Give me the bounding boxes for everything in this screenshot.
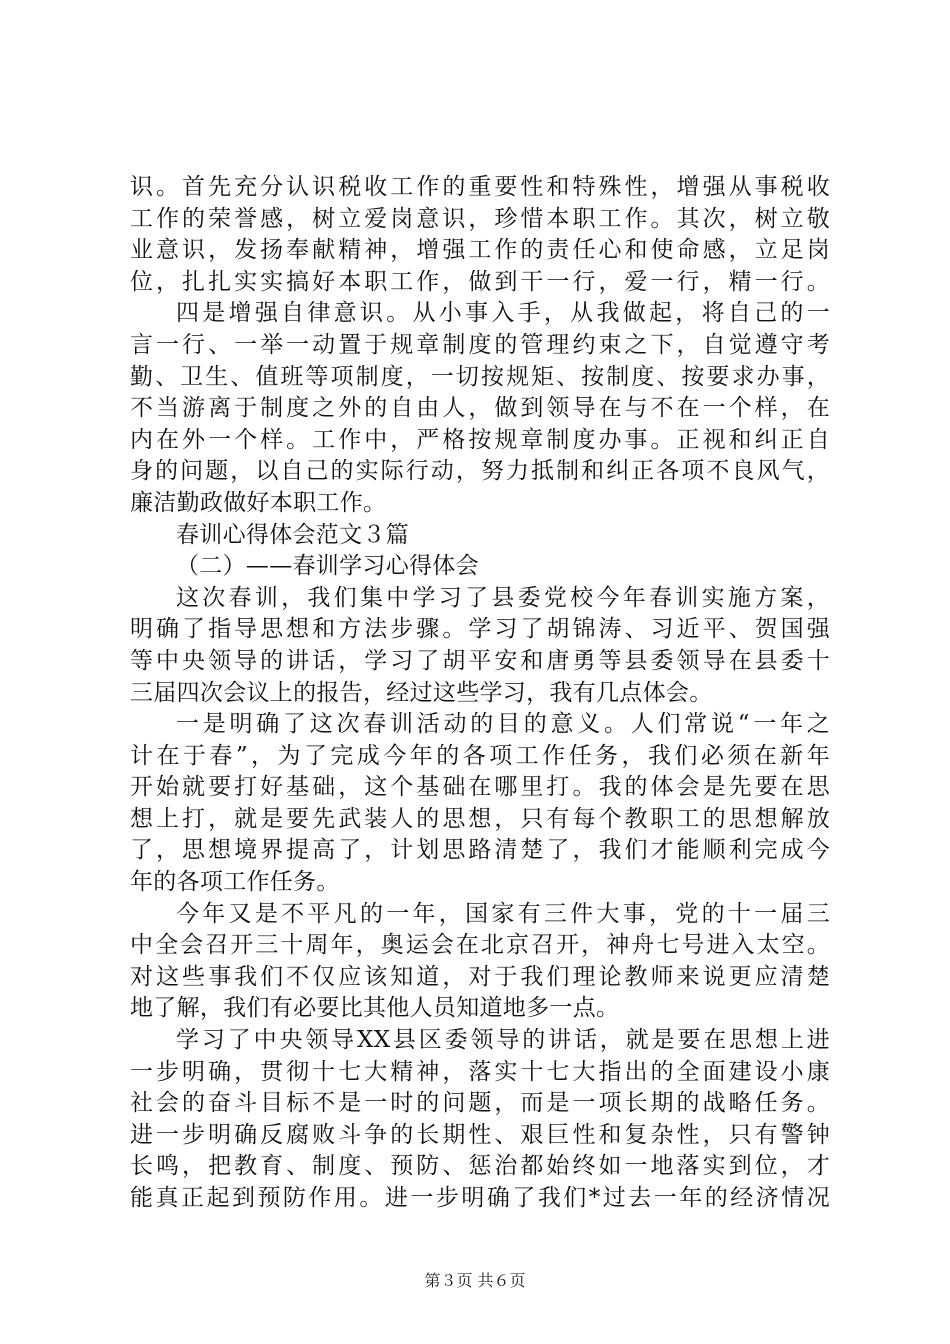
article-heading: 春训心得体会范文３篇 [176,521,409,548]
text-line: 不当游离于制度之外的自由人，做到领导在与不在一个样，在 [130,395,830,422]
text-line: 长鸣，把教育、制度、预防、惩治都始终如一地落实到位，才 [130,1153,830,1180]
text-line: 言一行、一举一动置于规章制度的管理约束之下，自觉遵守考 [130,331,830,358]
text-line: 地了解，我们有必要比其他人员知道地多一点。 [130,995,620,1022]
text-line: 位，扎扎实实搞好本职工作，做到干一行，爱一行，精一行。 [130,268,830,295]
article-subheading: （二）——春训学习心得体会 [176,553,479,580]
text-line: 三届四次会议上的报告，经过这些学习，我有几点体会。 [130,679,713,706]
text-line: 等中央领导的讲话，学习了胡平安和唐勇等县委领导在县委十 [130,647,830,674]
text-line: 工作的荣誉感，树立爱岗意识，珍惜本职工作。其次，树立敬 [130,205,830,232]
text-line: 年的各项工作任务。 [130,869,340,896]
text-line: 今年又是不平凡的一年，国家有三件大事，党的十一届三 [176,900,830,927]
text-line: 学习了中央领导XX县区委领导的讲话，就是要在思想上进 [176,1027,830,1054]
text-line: 内在外一个样。工作中，严格按规章制度办事。正视和纠正自 [130,426,830,453]
text-line: 识。首先充分认识税收工作的重要性和特殊性，增强从事税收 [130,174,830,200]
page-number-footer: 第３页 共６页 [424,1271,526,1290]
text-line: 明确了指导思想和方法步骤。学习了胡锦涛、习近平、贺国强 [130,616,830,643]
text-line: 社会的奋斗目标不是一时的问题，而是一项长期的战略任务。 [130,1090,830,1117]
text-line: 了，思想境界提高了，计划思路清楚了，我们才能顺利完成今 [130,837,830,864]
text-line: 进一步明确反腐败斗争的长期性、艰巨性和复杂性，只有警钟 [130,1121,830,1148]
text-line: 中全会召开三十周年，奥运会在北京召开，神舟七号进入太空。 [130,932,830,959]
text-line: 对这些事我们不仅应该知道，对于我们理论教师来说更应清楚 [130,963,830,990]
text-line: 勤、卫生、值班等项制度，一切按规矩、按制度、按要求办事， [130,363,830,390]
text-line: 一步明确，贯彻十七大精神，落实十七大指出的全面建设小康 [130,1058,830,1085]
text-line: 廉洁勤政做好本职工作。 [130,489,387,516]
text-line: 这次春训，我们集中学习了县委党校今年春训实施方案， [176,584,830,611]
text-line: 一是明确了这次春训活动的目的意义。人们常说“一年之 [176,711,830,738]
text-line: 想上打，就是要先武装人的思想，只有每个教职工的思想解放 [130,805,830,832]
document-body [130,172,830,1215]
text-line: 计在于春”，为了完成今年的各项工作任务，我们必须在新年 [130,742,830,769]
text-line: 四是增强自律意识。从小事入手，从我做起，将自己的一 [176,300,830,327]
text-line: 身的问题，以自己的实际行动，努力抵制和纠正各项不良风气， [130,458,830,485]
text-line: 开始就要打好基础，这个基础在哪里打。我的体会是先要在思 [130,774,830,801]
text-line: 能真正起到预防作用。进一步明确了我们*过去一年的经济情况 [130,1185,830,1211]
text-line: 业意识，发扬奉献精神，增强工作的责任心和使命感，立足岗 [130,237,830,264]
